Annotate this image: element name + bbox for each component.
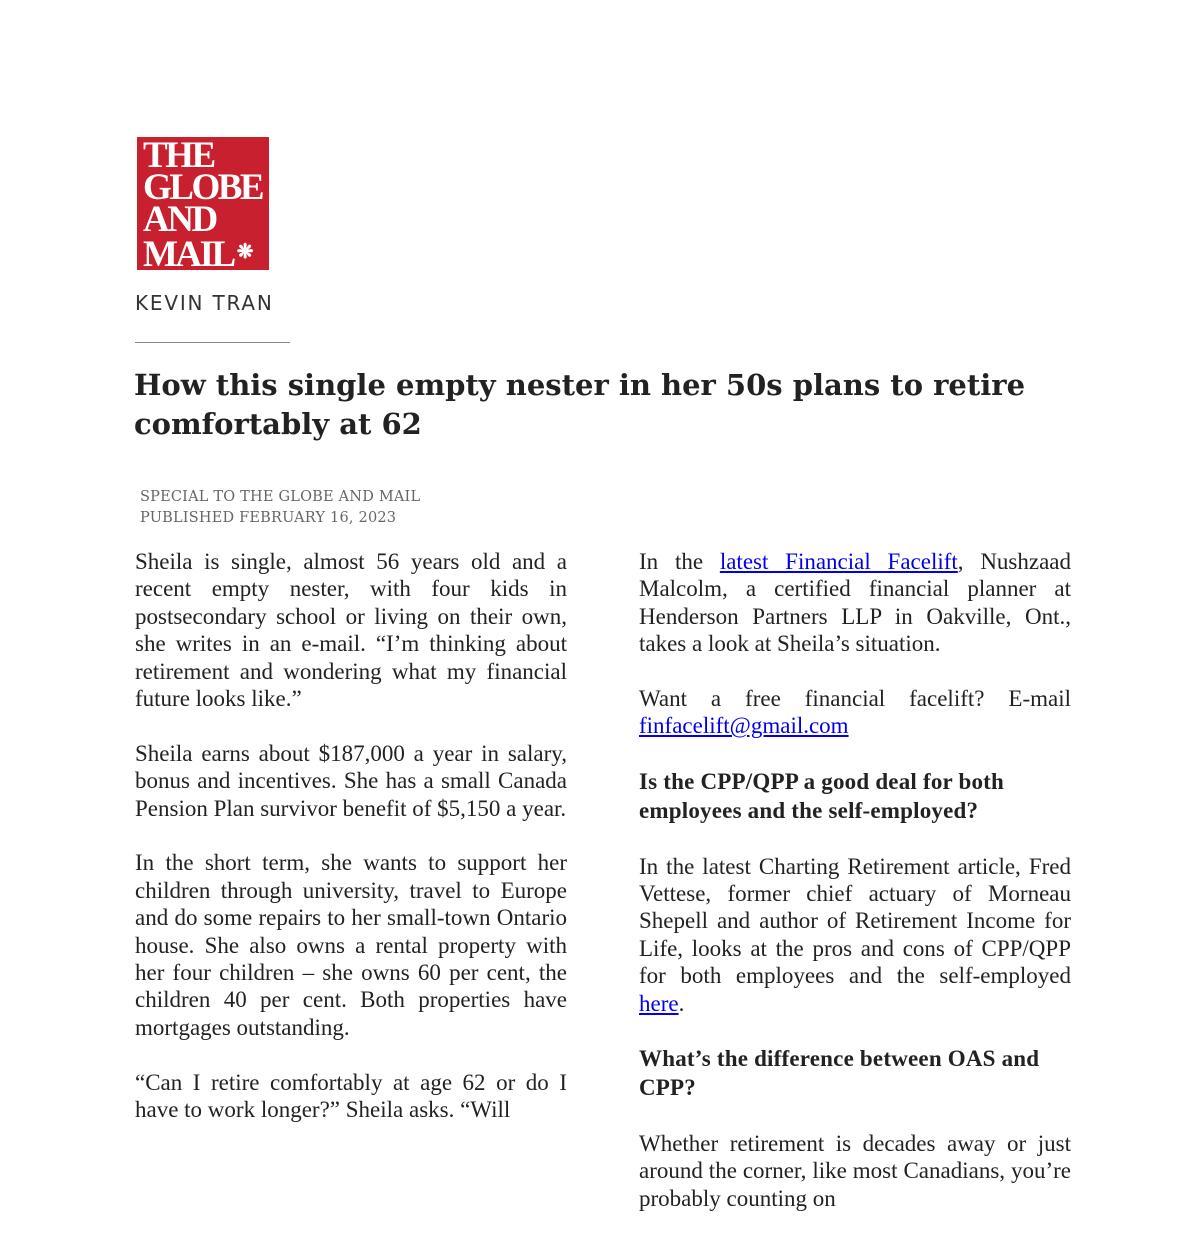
author-name: KEVIN TRAN [135,291,274,315]
right-column [639,548,1071,1239]
section-heading: Is the CPP/QPP a good deal for both employees and the self-employed? [639,769,1005,824]
paragraph: “Can I retire comfortably at age 62 or do I have to work longer?” Sheila asks. “Will [135,1069,567,1123]
article-meta [140,487,420,529]
byline: SPECIAL TO THE GLOBE AND MAIL [140,489,421,505]
logo-line: GLOBE [143,167,263,208]
paragraph: Whether retirement is decades away or just around the corner, like most Canadians, you’re probably counting on [639,1130,1071,1211]
paragraph-text: In the [639,549,720,574]
article-headline: How this single empty nester in her 50s plans to retire comfortably at 62 [134,368,1026,441]
here-link[interactable]: here [639,990,679,1016]
paragraph [639,685,1071,740]
paragraph: Sheila is single, almost 56 years old and a recent empty nester, with four kids in postsecondary school or living on their own, she writes in an e-mail. “I’m thinking about retirement and wondering what my financial future looks like.” [135,549,567,712]
logo-line-text: MAIL [143,234,234,270]
paragraph [639,853,1071,1017]
logo-line [143,236,265,270]
publish-date: PUBLISHED FEBRUARY 16, 2023 [140,510,397,526]
section-heading: What’s the difference between OAS and CPP? [639,1046,1040,1101]
left-column [135,548,567,1151]
logo-line: THE [143,137,214,176]
paragraph: In the short term, she wants to support her children through university, travel to Europe and do some repairs to her small-town Ontario house. She also owns a rental property with her four children – she owns 60 per cent, the children 40 per cent. Both properties have mortgages outstanding. [135,850,567,1040]
divider [135,342,290,343]
financial-facelift-link[interactable]: latest Financial Facelift [719,549,958,574]
maple-leaf-icon: ❋ [236,241,254,263]
paragraph [639,548,1071,658]
logo-line: AND [143,199,216,240]
email-link[interactable]: finfacelift@gmail.com [639,713,849,739]
paragraph-text: In the latest Charting Retirement article, Fred Vettese, former chief actuary of Morneau Shepell and author of Retirement Income for Life, looks at the pros and cons of CPP/QPP for both employees and the self-employed [639,853,1071,989]
globe-and-mail-logo [137,137,269,270]
paragraph: Sheila earns about $187,000 a year in salary, bonus and incentives. She has a small Canada Pension Plan survivor benefit of $5,150 a year. [135,740,567,821]
paragraph-text: Want a free financial facelift? E-mail [639,686,1071,712]
paragraph-text: , Nushzaad Malcolm, a certified financial planner at Henderson Partners LLP in Oakville, Ont., takes a look at Sheila’s situation. [639,549,1072,657]
paragraph-text: . [678,990,685,1016]
